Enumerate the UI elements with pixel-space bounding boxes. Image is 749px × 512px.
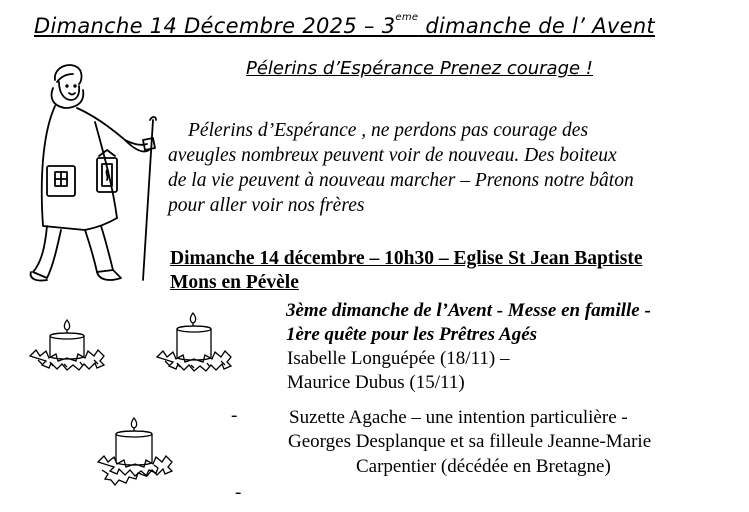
intention-item: Isabelle Longuépée (18/11) – xyxy=(287,348,510,369)
intro-paragraph xyxy=(168,118,728,218)
pilgrim-illustration xyxy=(25,58,160,283)
advent-candle-wreath-icon xyxy=(24,316,110,376)
celebration-heading xyxy=(170,247,740,295)
mass-line: 1ère quête pour les Prêtres Agés xyxy=(286,324,538,345)
page-title xyxy=(34,14,655,38)
list-dash: - xyxy=(235,482,242,503)
intro-line: pour aller voir nos frères xyxy=(168,195,365,216)
intention-item: Carpentier (décédée en Bretagne) xyxy=(356,456,611,477)
page-subtitle: Pélerins d’Espérance Prenez courage ! xyxy=(246,58,594,79)
mass-line: 3ème dimanche de l’Avent - Messe en famille - xyxy=(286,300,651,321)
intention-item: Georges Desplanque et sa filleule Jeanne-Marie xyxy=(288,431,652,452)
title-end: dimanche de l’ Avent xyxy=(418,14,655,38)
intro-line: aveugles nombreux peuvent voir de nouveau. Des boiteux xyxy=(168,145,617,166)
intro-line: de la vie peuvent à nouveau marcher – Prenons notre bâton xyxy=(168,170,634,191)
intro-line: Pélerins d’Espérance , ne perdons pas courage des xyxy=(188,120,589,141)
advent-candle-wreath-icon xyxy=(153,309,239,379)
mass-description xyxy=(286,299,746,347)
title-superscript: eme xyxy=(395,12,419,23)
heading-line: Mons en Pévèle xyxy=(170,272,299,293)
intention-item: Maurice Dubus (15/11) xyxy=(287,372,465,393)
advent-candle-wreath-icon xyxy=(94,414,180,488)
intention-item: Suzette Agache – une intention particulière - xyxy=(289,407,628,428)
title-main: Dimanche 14 Décembre 2025 – 3 xyxy=(34,14,396,38)
heading-line: Dimanche 14 décembre – 10h30 – Eglise St Jean Baptiste xyxy=(170,248,643,269)
list-dash: - xyxy=(231,405,238,426)
